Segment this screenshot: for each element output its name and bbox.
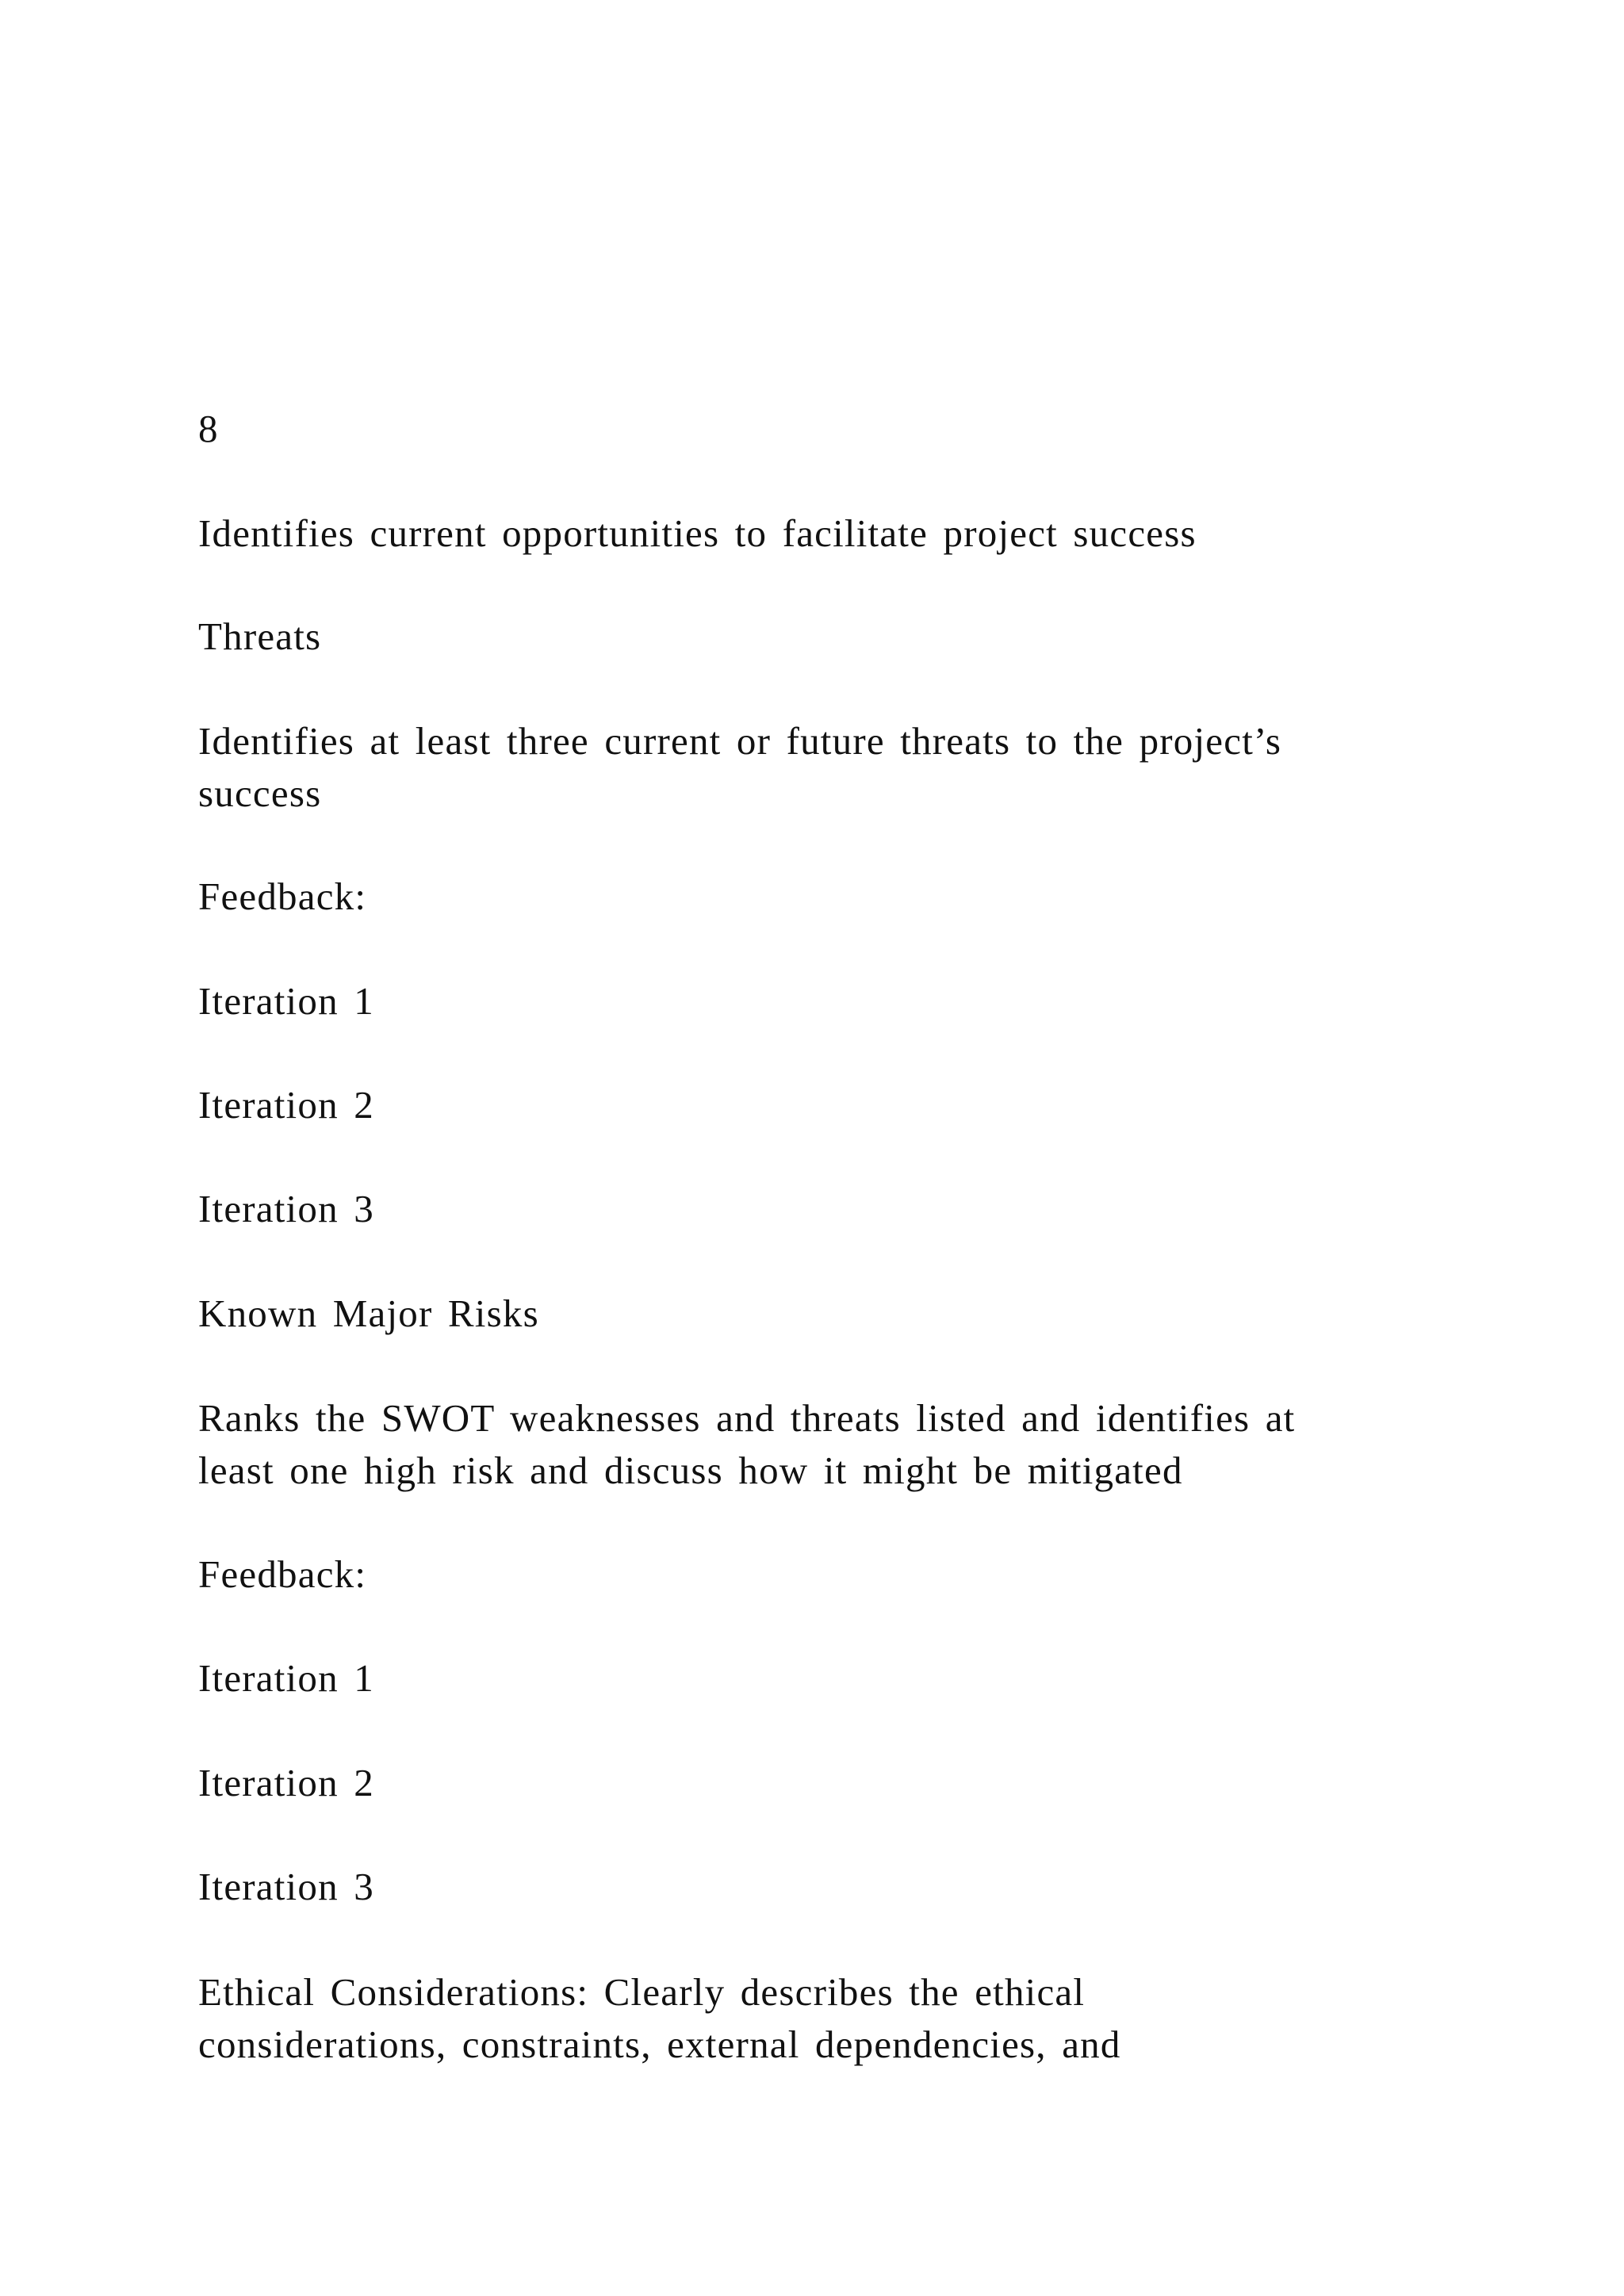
threats-description-line-1: Identifies at least three current or future threats to the project’s xyxy=(198,719,1282,763)
iteration-3-label: Iteration 3 xyxy=(198,1865,374,1908)
threats-description-line-2: success xyxy=(198,771,322,815)
ethical-considerations-paragraph xyxy=(198,1966,1451,2071)
iteration-1-label: Iteration 1 xyxy=(198,1656,374,1700)
iteration-2-label: Iteration 2 xyxy=(198,1083,374,1127)
ethical-considerations-line-1: Ethical Considerations: Clearly describes the ethical xyxy=(198,1970,1086,2014)
threats-description xyxy=(198,715,1451,820)
iteration-3-label: Iteration 3 xyxy=(198,1187,374,1230)
opportunities-description: Identifies current opportunities to facilitate project success xyxy=(198,511,1197,555)
page-number: 8 xyxy=(198,407,219,450)
known-major-risks-heading: Known Major Risks xyxy=(198,1292,539,1335)
feedback-label: Feedback: xyxy=(198,874,367,918)
ethical-considerations-line-2: considerations, constraints, external dependencies, and xyxy=(198,2022,1121,2066)
risks-description-line-1: Ranks the SWOT weaknesses and threats listed and identifies at xyxy=(198,1396,1296,1440)
threats-heading: Threats xyxy=(198,614,322,658)
feedback-label: Feedback: xyxy=(198,1552,367,1596)
risks-description-line-2: least one high risk and discuss how it might be mitigated xyxy=(198,1448,1183,1492)
risks-description xyxy=(198,1392,1451,1497)
iteration-1-label: Iteration 1 xyxy=(198,979,374,1023)
iteration-2-label: Iteration 2 xyxy=(198,1761,374,1804)
